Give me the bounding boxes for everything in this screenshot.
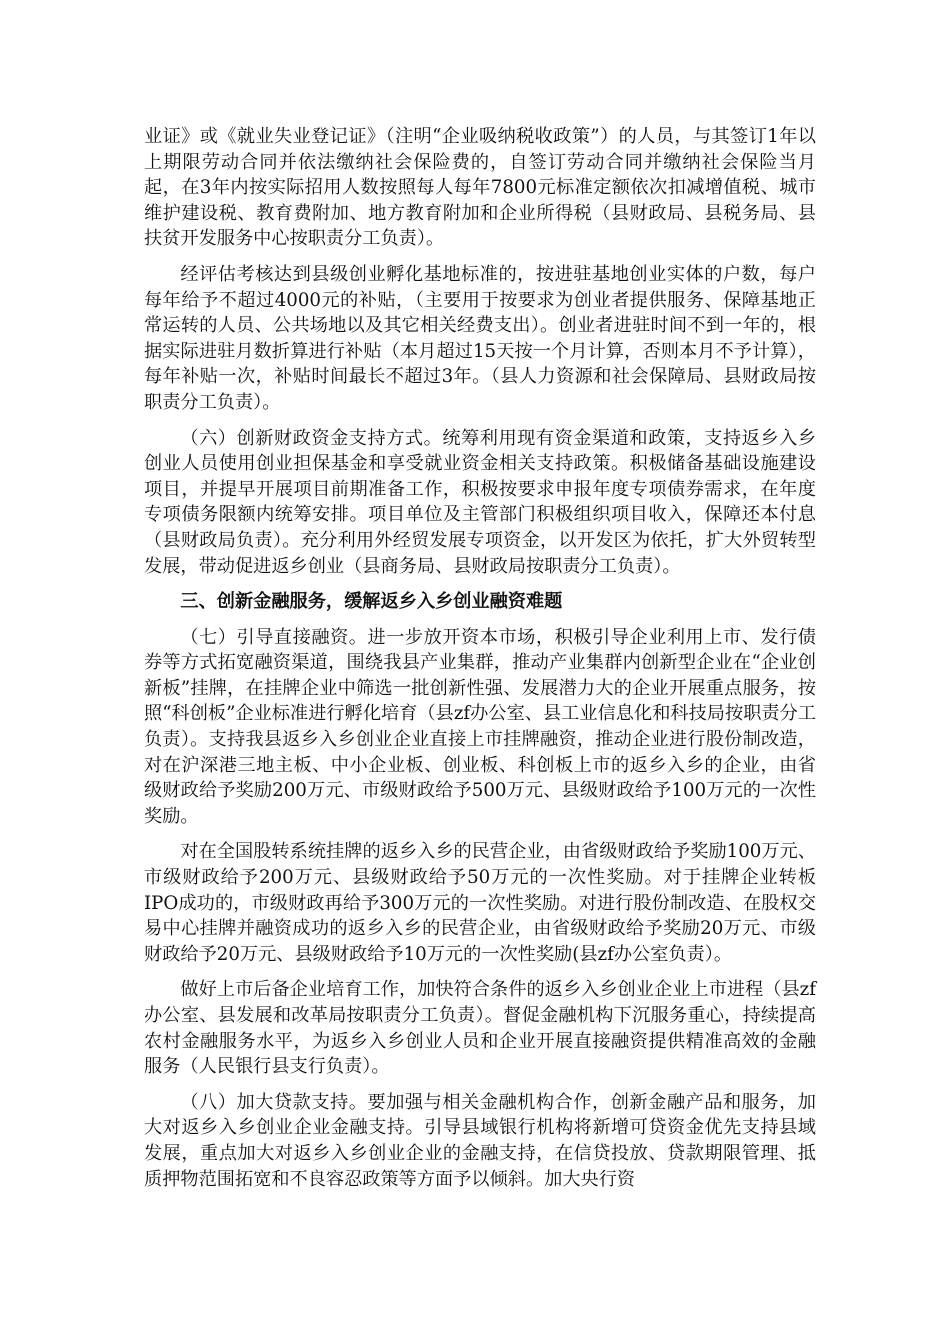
paragraph-incubation-subsidy: 经评估考核达到县级创业孵化基地标准的，按进驻基地创业实体的户数，每户每年给予不超过4000元的补贴，（主要用于按要求为创业者提供服务、保障基地正常运转的人员、公共场地以及其它相关经费支出）。创业者进驻时间不到一年的，根据实际进驻月数折算进行补贴（本月超过15天按一个月计算，否则本月不予计算），每年补贴一次，补贴时间最长不超过3年。（县人力资源和社会保障局、县财政局按职责分工负责）。 bbox=[144, 263, 816, 413]
paragraph-section-6: （六）创新财政资金支持方式。统筹利用现有资金渠道和政策，支持返乡入乡创业人员使用创业担保基金和享受就业资金相关支持政策。积极储备基础设施建设项目，并提早开展项目前期准备工作，积极按要求申报年度专项债券需求，在年度专项债务限额内统筹安排。项目单位及主管部门积极组织项目收入，保障还本付息（县财政局负责）。充分利用外经贸发展专项资金，以开发区为依托，扩大外贸转型发展，带动促进返乡创业（县商务局、县财政局按职责分工负责）。 bbox=[144, 427, 816, 577]
section-heading-3: 三、创新金融服务，缓解返乡入乡创业融资难题 bbox=[180, 591, 563, 613]
paragraph-continuation: 业证》或《就业失业登记证》（注明“企业吸纳税收政策”）的人员，与其签订1年以上期限劳动合同并依法缴纳社会保险费的，自签订劳动合同并缴纳社会保险当月起，在3年内按实际招用人数按照每人每年7800元标准定额依次扣减增值税、城市维护建设税、教育费附加、地方教育附加和企业所得税（县财政局、县税务局、县扶贫开发服务中心按职责分工负责）。 bbox=[144, 126, 816, 250]
paragraph-listing-reserve: 做好上市后备企业培育工作，加快符合条件的返乡入乡创业企业上市进程（县zf办公室、县发展和改革局按职责分工负责）。督促金融机构下沉服务重心，持续提高农村金融服务水平，为返乡入乡创业人员和企业开展直接融资提供精准高效的金融服务（人民银行县支行负责）。 bbox=[144, 979, 816, 1078]
document-body bbox=[144, 124, 816, 1202]
paragraph-section-7: （七）引导直接融资。进一步放开资本市场，积极引导企业利用上市、发行债券等方式拓宽融资渠道，围绕我县产业集群，推动产业集群内创新型企业在“企业创新板”挂牌，在挂牌企业中筛选一批创新性强、发展潜力大的企业开展重点服务，按照“科创板”企业标准进行孵化培育（县zf办公室、县工业信息化和科技局按职责分工负责）。支持我县返乡入乡创业企业直接上市挂牌融资，推动企业进行股份制改造，对在沪深港三地主板、中小企业板、创业板、科创板上市的返乡入乡的企业，由省级财政给予奖励200万元、市级财政给予500万元、县级财政给予100万元的一次性奖励。 bbox=[144, 626, 816, 827]
paragraph-neeq-listing: 对在全国股转系统挂牌的返乡入乡的民营企业，由省级财政给予奖励100万元、市级财政给予200万元、县级财政给予50万元的一次性奖励。对于挂牌企业转板IPO成功的，市级财政再给予300万元的一次性奖励。对进行股份制改造、在股权交易中心挂牌并融资成功的返乡入乡的民营企业，由省级财政给予奖励20万元、市级财政给予20万元、县级财政给予10万元的一次性奖励(县zf办公室负责）。 bbox=[144, 841, 816, 965]
paragraph-section-8: （八）加大贷款支持。要加强与相关金融机构合作，创新金融产品和服务，加大对返乡入乡创业企业金融支持。引导县域银行机构将新增可贷资金优先支持县域发展，重点加大对返乡入乡创业企业的金融支持，在信贷投放、贷款期限管理、抵质押物范围拓宽和不良容忍政策等方面予以倾斜。加大央行资 bbox=[144, 1091, 816, 1190]
